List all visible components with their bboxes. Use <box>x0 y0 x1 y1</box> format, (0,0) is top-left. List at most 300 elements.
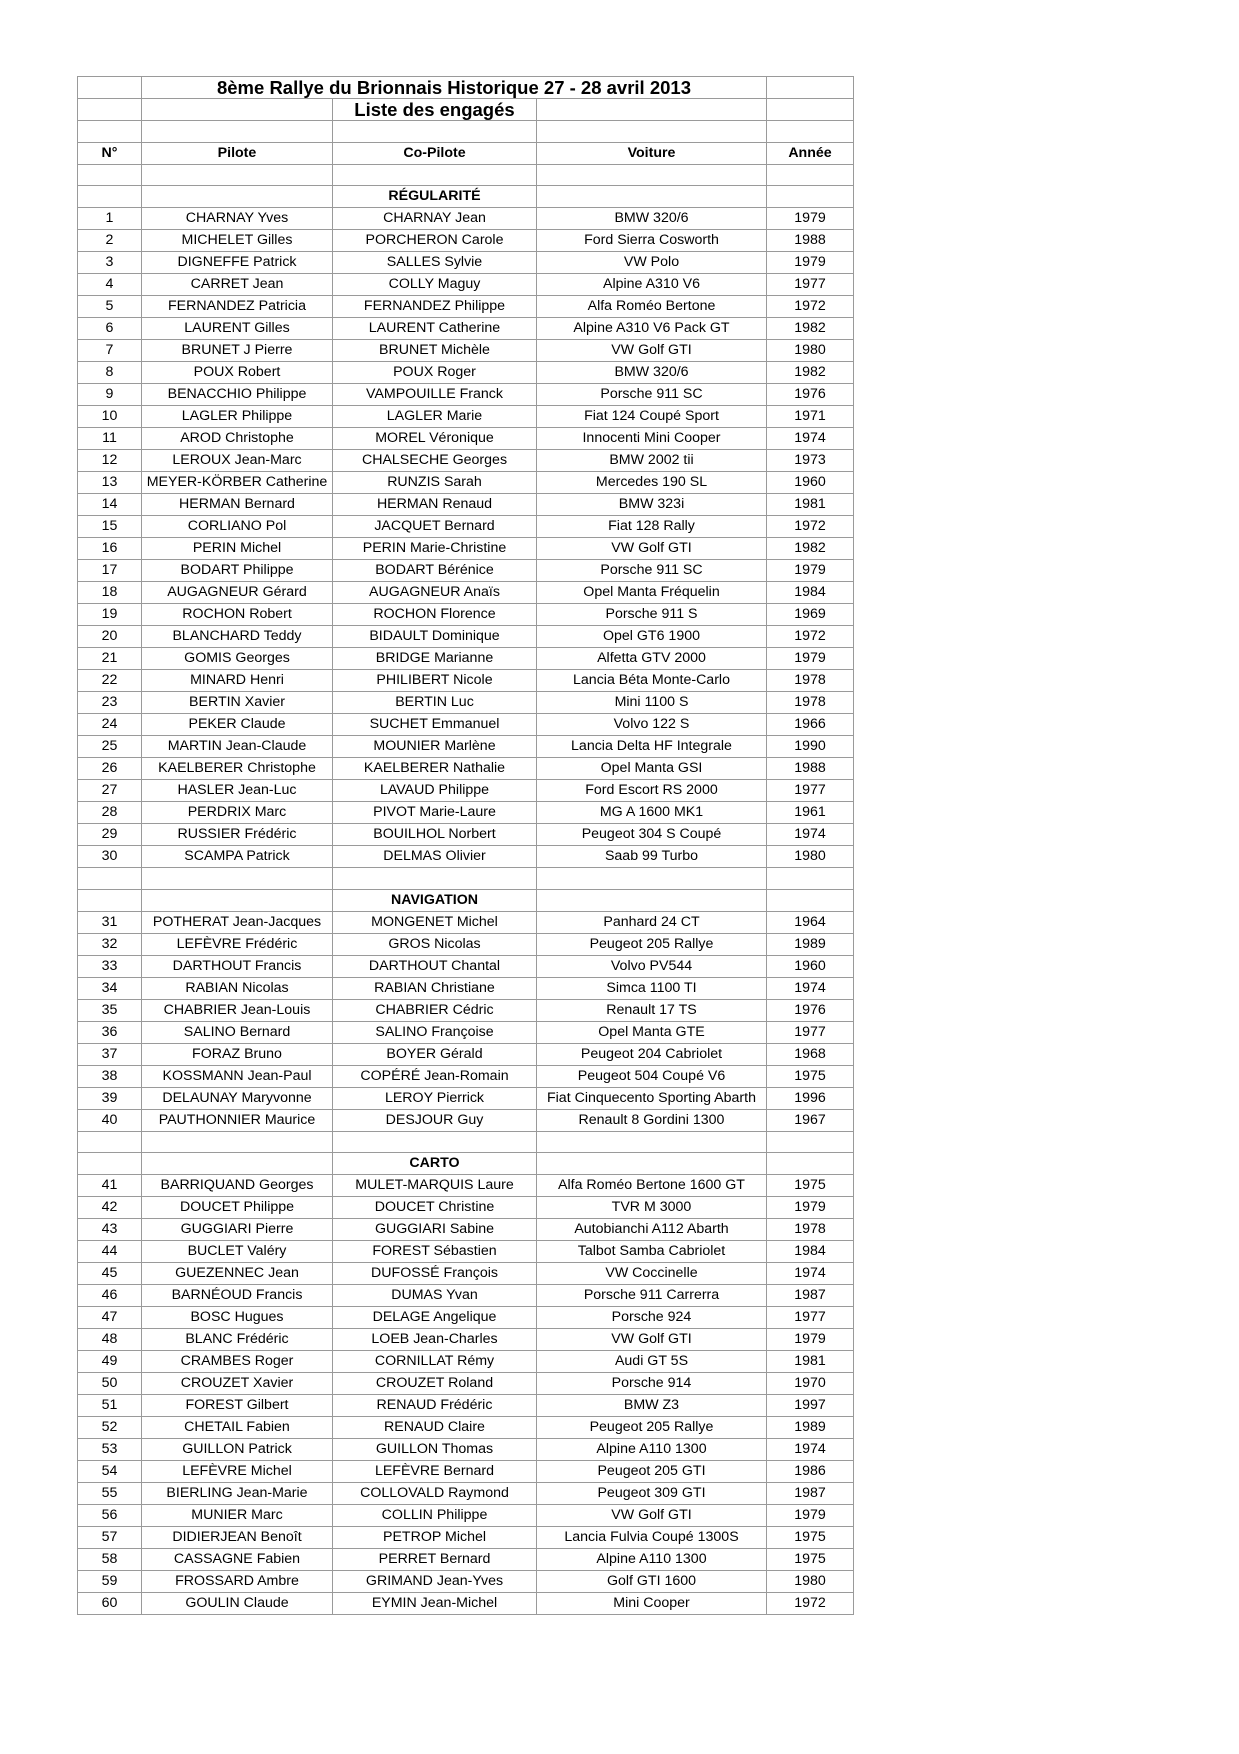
entry-pilote: MICHELET Gilles <box>142 230 333 252</box>
table-row <box>78 648 854 670</box>
entry-number: 56 <box>78 1505 142 1527</box>
entry-pilote: PEKER Claude <box>142 714 333 736</box>
section-title: CARTO <box>333 1153 537 1175</box>
entry-voiture: BMW 320/6 <box>537 362 767 384</box>
entry-number: 52 <box>78 1417 142 1439</box>
entry-number: 46 <box>78 1285 142 1307</box>
entry-copilote: CROUZET Roland <box>333 1373 537 1395</box>
entry-pilote: BERTIN Xavier <box>142 692 333 714</box>
table-row <box>78 560 854 582</box>
entry-annee: 1981 <box>767 1351 854 1373</box>
entry-voiture: Peugeot 504 Coupé V6 <box>537 1065 767 1087</box>
blank-cell <box>537 1153 767 1175</box>
entry-annee: 1978 <box>767 670 854 692</box>
table-row <box>78 1549 854 1571</box>
table-row <box>78 1351 854 1373</box>
blank-cell <box>333 121 537 143</box>
entry-number: 16 <box>78 538 142 560</box>
entry-annee: 1975 <box>767 1549 854 1571</box>
entry-pilote: CHABRIER Jean-Louis <box>142 999 333 1021</box>
entry-number: 5 <box>78 296 142 318</box>
entry-pilote: CHETAIL Fabien <box>142 1417 333 1439</box>
entry-number: 32 <box>78 933 142 955</box>
entry-voiture: Fiat 128 Rally <box>537 516 767 538</box>
table-row <box>78 1439 854 1461</box>
entry-voiture: Renault 8 Gordini 1300 <box>537 1109 767 1131</box>
entry-voiture: Porsche 911 SC <box>537 560 767 582</box>
entry-number: 33 <box>78 955 142 977</box>
blank-cell <box>537 868 767 890</box>
table-row <box>78 208 854 230</box>
entry-pilote: BARRIQUAND Georges <box>142 1175 333 1197</box>
entry-voiture: VW Golf GTI <box>537 340 767 362</box>
entry-annee: 1987 <box>767 1285 854 1307</box>
entry-voiture: BMW 2002 tii <box>537 450 767 472</box>
entry-voiture: Innocenti Mini Cooper <box>537 428 767 450</box>
table-row <box>78 692 854 714</box>
entry-copilote: DUMAS Yvan <box>333 1285 537 1307</box>
entry-pilote: GOMIS Georges <box>142 648 333 670</box>
entry-copilote: COLLY Maguy <box>333 274 537 296</box>
table-row <box>78 1043 854 1065</box>
entry-voiture: VW Golf GTI <box>537 1505 767 1527</box>
entry-pilote: DELAUNAY Maryvonne <box>142 1087 333 1109</box>
table-row <box>78 736 854 758</box>
entry-pilote: MEYER-KÖRBER Catherine <box>142 472 333 494</box>
entry-annee: 1979 <box>767 208 854 230</box>
entry-pilote: CHARNAY Yves <box>142 208 333 230</box>
entry-voiture: VW Golf GTI <box>537 1329 767 1351</box>
table-row <box>78 824 854 846</box>
entry-pilote: BIERLING Jean-Marie <box>142 1483 333 1505</box>
table-row <box>78 230 854 252</box>
entry-voiture: Lancia Delta HF Integrale <box>537 736 767 758</box>
entry-copilote: BIDAULT Dominique <box>333 626 537 648</box>
entry-copilote: MOREL Véronique <box>333 428 537 450</box>
entry-voiture: TVR M 3000 <box>537 1197 767 1219</box>
entry-annee: 1967 <box>767 1109 854 1131</box>
blank-cell <box>142 868 333 890</box>
entry-number: 43 <box>78 1219 142 1241</box>
entry-voiture: Porsche 911 S <box>537 604 767 626</box>
section-row <box>78 1153 854 1175</box>
entry-pilote: FROSSARD Ambre <box>142 1571 333 1593</box>
entry-copilote: JACQUET Bernard <box>333 516 537 538</box>
table-row <box>78 1087 854 1109</box>
section-title: NAVIGATION <box>333 889 537 911</box>
entry-voiture: Panhard 24 CT <box>537 911 767 933</box>
entry-copilote: RENAUD Frédéric <box>333 1395 537 1417</box>
entry-copilote: BRUNET Michèle <box>333 340 537 362</box>
entry-copilote: CHALSECHE Georges <box>333 450 537 472</box>
entry-pilote: PERIN Michel <box>142 538 333 560</box>
entry-number: 8 <box>78 362 142 384</box>
entry-voiture: Autobianchi A112 Abarth <box>537 1219 767 1241</box>
entry-pilote: BOSC Hugues <box>142 1307 333 1329</box>
table-row <box>78 670 854 692</box>
entry-copilote: LAVAUD Philippe <box>333 780 537 802</box>
entry-annee: 1980 <box>767 340 854 362</box>
entry-copilote: MOUNIER Marlène <box>333 736 537 758</box>
entry-annee: 1979 <box>767 1505 854 1527</box>
entry-annee: 1974 <box>767 1263 854 1285</box>
entry-copilote: PHILIBERT Nicole <box>333 670 537 692</box>
entry-voiture: Porsche 911 Carrerra <box>537 1285 767 1307</box>
entry-voiture: Porsche 924 <box>537 1307 767 1329</box>
entry-copilote: RENAUD Claire <box>333 1417 537 1439</box>
entry-voiture: Opel Manta GSI <box>537 758 767 780</box>
entry-annee: 1972 <box>767 516 854 538</box>
entry-pilote: ROCHON Robert <box>142 604 333 626</box>
entry-pilote: FORAZ Bruno <box>142 1043 333 1065</box>
entry-number: 54 <box>78 1461 142 1483</box>
entry-pilote: PAUTHONNIER Maurice <box>142 1109 333 1131</box>
entry-number: 40 <box>78 1109 142 1131</box>
table-row <box>78 1593 854 1615</box>
entry-number: 29 <box>78 824 142 846</box>
blank-cell <box>537 1131 767 1153</box>
entry-pilote: SALINO Bernard <box>142 1021 333 1043</box>
entry-annee: 1976 <box>767 384 854 406</box>
entry-voiture: MG A 1600 MK1 <box>537 802 767 824</box>
entry-number: 57 <box>78 1527 142 1549</box>
entry-voiture: Peugeot 204 Cabriolet <box>537 1043 767 1065</box>
entry-annee: 1966 <box>767 714 854 736</box>
table-row <box>78 1395 854 1417</box>
entry-copilote: LOEB Jean-Charles <box>333 1329 537 1351</box>
entry-copilote: PETROP Michel <box>333 1527 537 1549</box>
blank-cell <box>78 121 142 143</box>
entry-number: 14 <box>78 494 142 516</box>
entry-voiture: Ford Escort RS 2000 <box>537 780 767 802</box>
entry-annee: 1981 <box>767 494 854 516</box>
table-row <box>78 626 854 648</box>
entry-voiture: Peugeot 205 Rallye <box>537 1417 767 1439</box>
table-row <box>78 340 854 362</box>
entry-voiture: Mercedes 190 SL <box>537 472 767 494</box>
entry-voiture: Opel GT6 1900 <box>537 626 767 648</box>
entry-copilote: PORCHERON Carole <box>333 230 537 252</box>
table-row <box>78 1263 854 1285</box>
blank-cell <box>767 889 854 911</box>
entry-number: 26 <box>78 758 142 780</box>
entry-voiture: BMW Z3 <box>537 1395 767 1417</box>
entry-number: 35 <box>78 999 142 1021</box>
table-row <box>78 318 854 340</box>
entry-number: 17 <box>78 560 142 582</box>
entry-pilote: GUEZENNEC Jean <box>142 1263 333 1285</box>
blank-cell <box>142 1153 333 1175</box>
table-row <box>78 1373 854 1395</box>
entry-copilote: GROS Nicolas <box>333 933 537 955</box>
entry-copilote: FOREST Sébastien <box>333 1241 537 1263</box>
entry-annee: 1978 <box>767 692 854 714</box>
blank-cell <box>333 1131 537 1153</box>
blank-cell <box>78 77 142 99</box>
blank-cell <box>78 1131 142 1153</box>
entry-copilote: LAGLER Marie <box>333 406 537 428</box>
entry-copilote: BOYER Gérald <box>333 1043 537 1065</box>
entry-voiture: Audi GT 5S <box>537 1351 767 1373</box>
subtitle-row <box>78 99 854 121</box>
entry-pilote: LEFÈVRE Frédéric <box>142 933 333 955</box>
table-row <box>78 450 854 472</box>
entry-copilote: KAELBERER Nathalie <box>333 758 537 780</box>
entry-number: 38 <box>78 1065 142 1087</box>
entry-annee: 1979 <box>767 560 854 582</box>
header-row <box>78 142 854 164</box>
entry-voiture: Opel Manta GTE <box>537 1021 767 1043</box>
entry-pilote: RABIAN Nicolas <box>142 977 333 999</box>
entry-annee: 1977 <box>767 274 854 296</box>
blank-cell <box>142 1131 333 1153</box>
table-row <box>78 604 854 626</box>
entry-annee: 1979 <box>767 1329 854 1351</box>
entry-list-body <box>78 77 854 1615</box>
entry-number: 48 <box>78 1329 142 1351</box>
entry-pilote: AUGAGNEUR Gérard <box>142 582 333 604</box>
entry-voiture: Lancia Fulvia Coupé 1300S <box>537 1527 767 1549</box>
table-row <box>78 1483 854 1505</box>
entry-voiture: Renault 17 TS <box>537 999 767 1021</box>
entry-annee: 1986 <box>767 1461 854 1483</box>
table-row <box>78 1219 854 1241</box>
entry-annee: 1975 <box>767 1527 854 1549</box>
table-row <box>78 1505 854 1527</box>
entry-annee: 1968 <box>767 1043 854 1065</box>
entry-annee: 1979 <box>767 1197 854 1219</box>
table-row <box>78 1417 854 1439</box>
entry-annee: 1972 <box>767 1593 854 1615</box>
entry-annee: 1974 <box>767 977 854 999</box>
entry-voiture: Peugeot 205 Rallye <box>537 933 767 955</box>
entry-copilote: AUGAGNEUR Anaïs <box>333 582 537 604</box>
entry-pilote: HASLER Jean-Luc <box>142 780 333 802</box>
entry-annee: 1980 <box>767 1571 854 1593</box>
entry-voiture: Fiat Cinquecento Sporting Abarth <box>537 1087 767 1109</box>
entry-annee: 1982 <box>767 362 854 384</box>
entry-voiture: Porsche 911 SC <box>537 384 767 406</box>
blank-cell <box>333 868 537 890</box>
entry-annee: 1987 <box>767 1483 854 1505</box>
entry-copilote: FERNANDEZ Philippe <box>333 296 537 318</box>
entry-number: 11 <box>78 428 142 450</box>
entry-voiture: Alpine A310 V6 Pack GT <box>537 318 767 340</box>
entry-pilote: MINARD Henri <box>142 670 333 692</box>
spacer-row <box>78 164 854 186</box>
entry-annee: 1989 <box>767 1417 854 1439</box>
entry-copilote: SALLES Sylvie <box>333 252 537 274</box>
entry-voiture: Ford Sierra Cosworth <box>537 230 767 252</box>
entry-pilote: HERMAN Bernard <box>142 494 333 516</box>
entry-pilote: DARTHOUT Francis <box>142 955 333 977</box>
entry-number: 13 <box>78 472 142 494</box>
entry-copilote: DELAGE Angelique <box>333 1307 537 1329</box>
table-row <box>78 582 854 604</box>
entry-pilote: CASSAGNE Fabien <box>142 1549 333 1571</box>
entry-copilote: PIVOT Marie-Laure <box>333 802 537 824</box>
blank-cell <box>767 1153 854 1175</box>
entry-number: 15 <box>78 516 142 538</box>
entry-annee: 1961 <box>767 802 854 824</box>
entry-voiture: Porsche 914 <box>537 1373 767 1395</box>
entry-number: 9 <box>78 384 142 406</box>
blank-cell <box>142 121 333 143</box>
entry-voiture: Lancia Béta Monte-Carlo <box>537 670 767 692</box>
entry-number: 41 <box>78 1175 142 1197</box>
table-row <box>78 1461 854 1483</box>
entry-number: 39 <box>78 1087 142 1109</box>
entry-pilote: CROUZET Xavier <box>142 1373 333 1395</box>
entry-pilote: LAURENT Gilles <box>142 318 333 340</box>
entry-pilote: BUCLET Valéry <box>142 1241 333 1263</box>
blank-cell <box>767 868 854 890</box>
entry-annee: 1960 <box>767 472 854 494</box>
entry-number: 3 <box>78 252 142 274</box>
section-row <box>78 889 854 911</box>
entry-annee: 1975 <box>767 1175 854 1197</box>
entry-copilote: GRIMAND Jean-Yves <box>333 1571 537 1593</box>
entry-annee: 1988 <box>767 230 854 252</box>
entry-number: 27 <box>78 780 142 802</box>
entry-copilote: RABIAN Christiane <box>333 977 537 999</box>
blank-cell <box>78 889 142 911</box>
entry-voiture: Saab 99 Turbo <box>537 846 767 868</box>
entry-voiture: Mini Cooper <box>537 1593 767 1615</box>
entry-number: 50 <box>78 1373 142 1395</box>
table-row <box>78 384 854 406</box>
blank-cell <box>78 868 142 890</box>
section-title: RÉGULARITÉ <box>333 186 537 208</box>
entry-pilote: LEFÈVRE Michel <box>142 1461 333 1483</box>
table-row <box>78 252 854 274</box>
entry-number: 2 <box>78 230 142 252</box>
entry-number: 1 <box>78 208 142 230</box>
entry-copilote: SALINO Françoise <box>333 1021 537 1043</box>
entry-voiture: Alpine A110 1300 <box>537 1439 767 1461</box>
entry-voiture: Volvo 122 S <box>537 714 767 736</box>
entry-annee: 1984 <box>767 582 854 604</box>
entry-number: 42 <box>78 1197 142 1219</box>
entry-annee: 1980 <box>767 846 854 868</box>
entry-voiture: Volvo PV544 <box>537 955 767 977</box>
entry-voiture: Peugeot 304 S Coupé <box>537 824 767 846</box>
table-row <box>78 977 854 999</box>
blank-cell <box>142 889 333 911</box>
entry-number: 21 <box>78 648 142 670</box>
table-row <box>78 1109 854 1131</box>
blank-cell <box>142 186 333 208</box>
entry-voiture: Alfetta GTV 2000 <box>537 648 767 670</box>
entry-list-table <box>77 76 854 1615</box>
entry-number: 12 <box>78 450 142 472</box>
table-row <box>78 1197 854 1219</box>
entry-pilote: BLANC Frédéric <box>142 1329 333 1351</box>
header-copilote: Co-Pilote <box>333 142 537 164</box>
entry-copilote: DESJOUR Guy <box>333 1109 537 1131</box>
blank-cell <box>78 1153 142 1175</box>
entry-number: 10 <box>78 406 142 428</box>
entry-number: 30 <box>78 846 142 868</box>
entry-number: 20 <box>78 626 142 648</box>
blank-cell <box>142 99 333 121</box>
entry-copilote: GUGGIARI Sabine <box>333 1219 537 1241</box>
blank-cell <box>767 164 854 186</box>
entry-voiture: VW Coccinelle <box>537 1263 767 1285</box>
blank-cell <box>78 186 142 208</box>
entry-pilote: AROD Christophe <box>142 428 333 450</box>
entry-pilote: GOULIN Claude <box>142 1593 333 1615</box>
blank-cell <box>537 889 767 911</box>
blank-cell <box>78 99 142 121</box>
entry-number: 25 <box>78 736 142 758</box>
table-row <box>78 933 854 955</box>
entry-pilote: LEROUX Jean-Marc <box>142 450 333 472</box>
blank-cell <box>537 164 767 186</box>
entry-pilote: DIDIERJEAN Benoît <box>142 1527 333 1549</box>
entry-annee: 1984 <box>767 1241 854 1263</box>
entry-copilote: POUX Roger <box>333 362 537 384</box>
entry-annee: 1982 <box>767 538 854 560</box>
entry-copilote: BRIDGE Marianne <box>333 648 537 670</box>
entry-number: 51 <box>78 1395 142 1417</box>
table-row <box>78 274 854 296</box>
spacer-row <box>78 1131 854 1153</box>
entry-copilote: PERRET Bernard <box>333 1549 537 1571</box>
blank-cell <box>78 164 142 186</box>
entry-voiture: BMW 323i <box>537 494 767 516</box>
table-row <box>78 911 854 933</box>
table-row <box>78 758 854 780</box>
blank-cell <box>767 77 854 99</box>
entry-copilote: PERIN Marie-Christine <box>333 538 537 560</box>
blank-cell <box>767 121 854 143</box>
table-row <box>78 362 854 384</box>
entry-copilote: COLLOVALD Raymond <box>333 1483 537 1505</box>
entry-annee: 1975 <box>767 1065 854 1087</box>
entry-pilote: DOUCET Philippe <box>142 1197 333 1219</box>
table-row <box>78 955 854 977</box>
entry-pilote: RUSSIER Frédéric <box>142 824 333 846</box>
table-row <box>78 472 854 494</box>
entry-copilote: COPÉRÉ Jean-Romain <box>333 1065 537 1087</box>
entry-copilote: RUNZIS Sarah <box>333 472 537 494</box>
entry-copilote: BERTIN Luc <box>333 692 537 714</box>
entry-copilote: LEROY Pierrick <box>333 1087 537 1109</box>
entry-annee: 1977 <box>767 1021 854 1043</box>
entry-annee: 1974 <box>767 824 854 846</box>
entry-copilote: COLLIN Philippe <box>333 1505 537 1527</box>
entry-copilote: CORNILLAT Rémy <box>333 1351 537 1373</box>
entry-number: 37 <box>78 1043 142 1065</box>
entry-annee: 1964 <box>767 911 854 933</box>
table-row <box>78 714 854 736</box>
entry-pilote: BENACCHIO Philippe <box>142 384 333 406</box>
entry-pilote: SCAMPA Patrick <box>142 846 333 868</box>
entry-copilote: EYMIN Jean-Michel <box>333 1593 537 1615</box>
entry-copilote: MONGENET Michel <box>333 911 537 933</box>
table-row <box>78 1307 854 1329</box>
entry-pilote: CARRET Jean <box>142 274 333 296</box>
entry-annee: 1974 <box>767 1439 854 1461</box>
entry-annee: 1972 <box>767 296 854 318</box>
table-row <box>78 1021 854 1043</box>
table-row <box>78 802 854 824</box>
entry-number: 36 <box>78 1021 142 1043</box>
title-row <box>78 77 854 99</box>
blank-cell <box>767 186 854 208</box>
blank-cell <box>767 1131 854 1153</box>
